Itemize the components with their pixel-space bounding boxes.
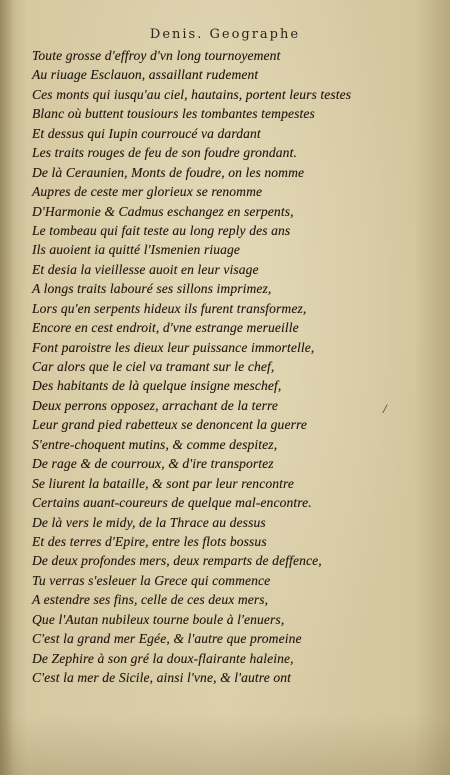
verse-line: Et dessus qui Iupin courroucé va dardant bbox=[32, 125, 261, 141]
verse-line: S'entre-choquent mutins, & comme despitez, bbox=[32, 436, 278, 452]
verse-line: D'Harmonie & Cadmus eschangez en serpents, bbox=[32, 203, 294, 219]
verse-line: C'est la mer de Sicile, ainsi l'vne, & l'autre ont bbox=[32, 670, 291, 685]
verse-line: Font paroistre les dieux leur puissance immortelle, bbox=[32, 339, 315, 355]
verse-line: C'est la grand mer Egée, & l'autre que promeine bbox=[32, 631, 302, 647]
verse-line: Toute grosse d'effroy d'vn long tournoyement bbox=[32, 48, 281, 63]
spine-shadow bbox=[0, 0, 14, 775]
margin-mark: / bbox=[383, 401, 387, 416]
page-edge-shade bbox=[0, 715, 450, 775]
verse-line: Et des terres d'Epire, entre les flots bossus bbox=[32, 533, 267, 549]
verse-line: De deux profondes mers, deux remparts de deffence, bbox=[32, 553, 322, 569]
verse-line: Ils auoient ia quitté l'Ismenien riuage bbox=[32, 242, 241, 258]
verse-line: Tu verras s'esleuer la Grece qui commence bbox=[32, 572, 271, 588]
verse-block bbox=[32, 46, 442, 687]
verse-line: Encore en cest endroit, d'vne estrange merueille bbox=[32, 320, 299, 336]
verse-line: Certains auant-coureurs de quelque mal-encontre. bbox=[32, 495, 312, 511]
verse-line: De là vers le midy, de la Thrace au dessus bbox=[32, 514, 266, 530]
verse-line: De rage & de courroux, & d'ire transportez bbox=[32, 456, 274, 472]
verse-line: De Zephire à son gré la doux-flairante haleine, bbox=[32, 650, 294, 666]
verse-line: Leur grand pied rabetteux se denoncent la guerre bbox=[32, 417, 307, 433]
verse-line: De là Ceraunien, Monts de foudre, on les nomme bbox=[32, 164, 305, 180]
verse-line: Lors qu'en serpents hideux ils furent transformez, bbox=[32, 300, 307, 316]
verse-line: Et desia la vieillesse auoit en leur visage bbox=[32, 261, 259, 277]
verse-line: Au riuage Esclauon, assaillant rudement bbox=[32, 67, 259, 83]
verse-line: Blanc où buttent tousiours les tombantes tempestes bbox=[32, 106, 315, 122]
verse-line: Des habitants de là quelque insigne meschef, bbox=[32, 378, 282, 394]
verse-line: Que l'Autan nubileux tourne boule à l'enuers, bbox=[32, 611, 285, 627]
verse-line: Ces monts qui iusqu'au ciel, hautains, portent leurs testes bbox=[32, 86, 352, 102]
verse-line: Les traits rouges de feu de son foudre grondant. bbox=[32, 145, 297, 161]
verse-line: Se liurent la bataille, & sont par leur rencontre bbox=[32, 475, 295, 491]
verse-line: Car alors que le ciel va tramant sur le chef, bbox=[32, 359, 275, 374]
running-header: Denis. Geographe bbox=[149, 27, 301, 42]
verse-line: Le tombeau qui fait teste au long reply des ans bbox=[32, 222, 291, 238]
verse-line: Deux perrons opposez, arrachant de la terre bbox=[32, 397, 279, 413]
verse-line: Aupres de ceste mer glorieux se renomme bbox=[32, 184, 263, 200]
verse-line: A estendre ses fins, celle de ces deux mers, bbox=[32, 592, 269, 608]
verse-line: A longs traits labouré ses sillons imprimez, bbox=[32, 281, 272, 297]
